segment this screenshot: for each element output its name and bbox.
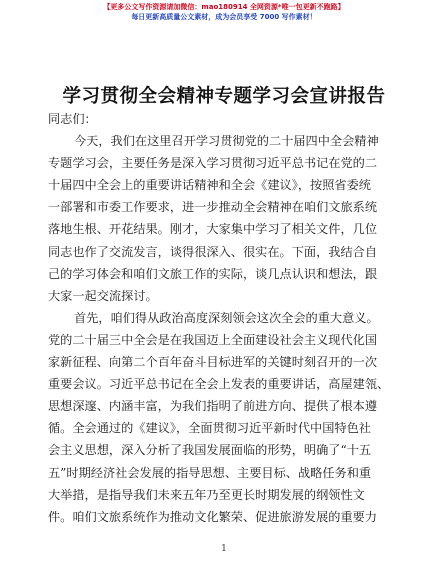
paragraph-line: 重要会议。习近平总书记在全会上发表的重要讲话，高屋建瓴、 [48,377,390,392]
paragraph-line: 家新征程、向第二个百年奋斗目标进军的关键时刻召开的一次 [48,355,378,370]
promo-banner-line-2: 每日更新高质量公文素材，成为会员享受 7000 写作素材！ [131,13,317,21]
paragraph-line: 首先，咱们得从政治高度深刻领会这次全会的重大意义。 [74,310,379,325]
paragraph-line: 十届四中全会上的重要讲话精神和全会《建议》，按照省委统 [48,178,371,193]
paragraph-line: 今天，我们在这里召开学习贯彻党的二十届四中全会精神 [74,134,379,149]
paragraph-line: 思想深邃、内涵丰富，为我们指明了前进方向、提供了根本遵 [48,399,378,414]
document-title: 学习贯彻全会精神专题学习会宣讲报告 [62,86,386,107]
paragraph-line: 五”时期经济社会发展的指导思想、主要目标、战略任务和重 [48,465,372,480]
promo-banner [0,2,448,22]
salutation: 同志们： [48,112,97,126]
paragraph-line: 大举措，是指导我们未来五年乃至更长时期发展的纲领性文 [48,487,365,502]
paragraph-line: 同志也作了交流发言，谈得很深入、很实在。下面，我结合自 [48,244,378,259]
paragraph-line: 落地生根、开花结果。刚才，大家集中学习了相关文件，几位 [48,222,378,237]
paragraph-line: 专题学习会，主要任务是深入学习贯彻习近平总书记在党的二 [48,156,378,171]
paragraph-line: 己的学习体会和咱们文旅工作的实际，谈几点认识和想法，跟 [48,266,378,281]
paragraph-line: 一部署和市委工作要求，进一步推动全会精神在咱们文旅系统 [48,200,378,215]
paragraph-line: 大家一起交流探讨。 [48,288,158,303]
paragraph-line: 件。咱们文旅系统作为推动文化繁荣、促进旅游发展的重要力 [48,509,378,524]
paragraph-line: 循。全会通过的《建议》，全面贯彻习近平新时代中国特色社 [48,421,371,436]
promo-banner-line-1: 【更多公文写作资源请加微信：mao180914 全网资源*唯一包更新不跑路】 [103,3,345,11]
document-body [48,108,410,528]
page-number: 1 [221,544,227,554]
paragraph-line: 会主义思想，深入分析了我国发展面临的形势，明确了“十五 [48,443,372,458]
paragraph-line: 党的二十届三中全会是在我国迈上全面建设社会主义现代化国 [48,332,378,347]
